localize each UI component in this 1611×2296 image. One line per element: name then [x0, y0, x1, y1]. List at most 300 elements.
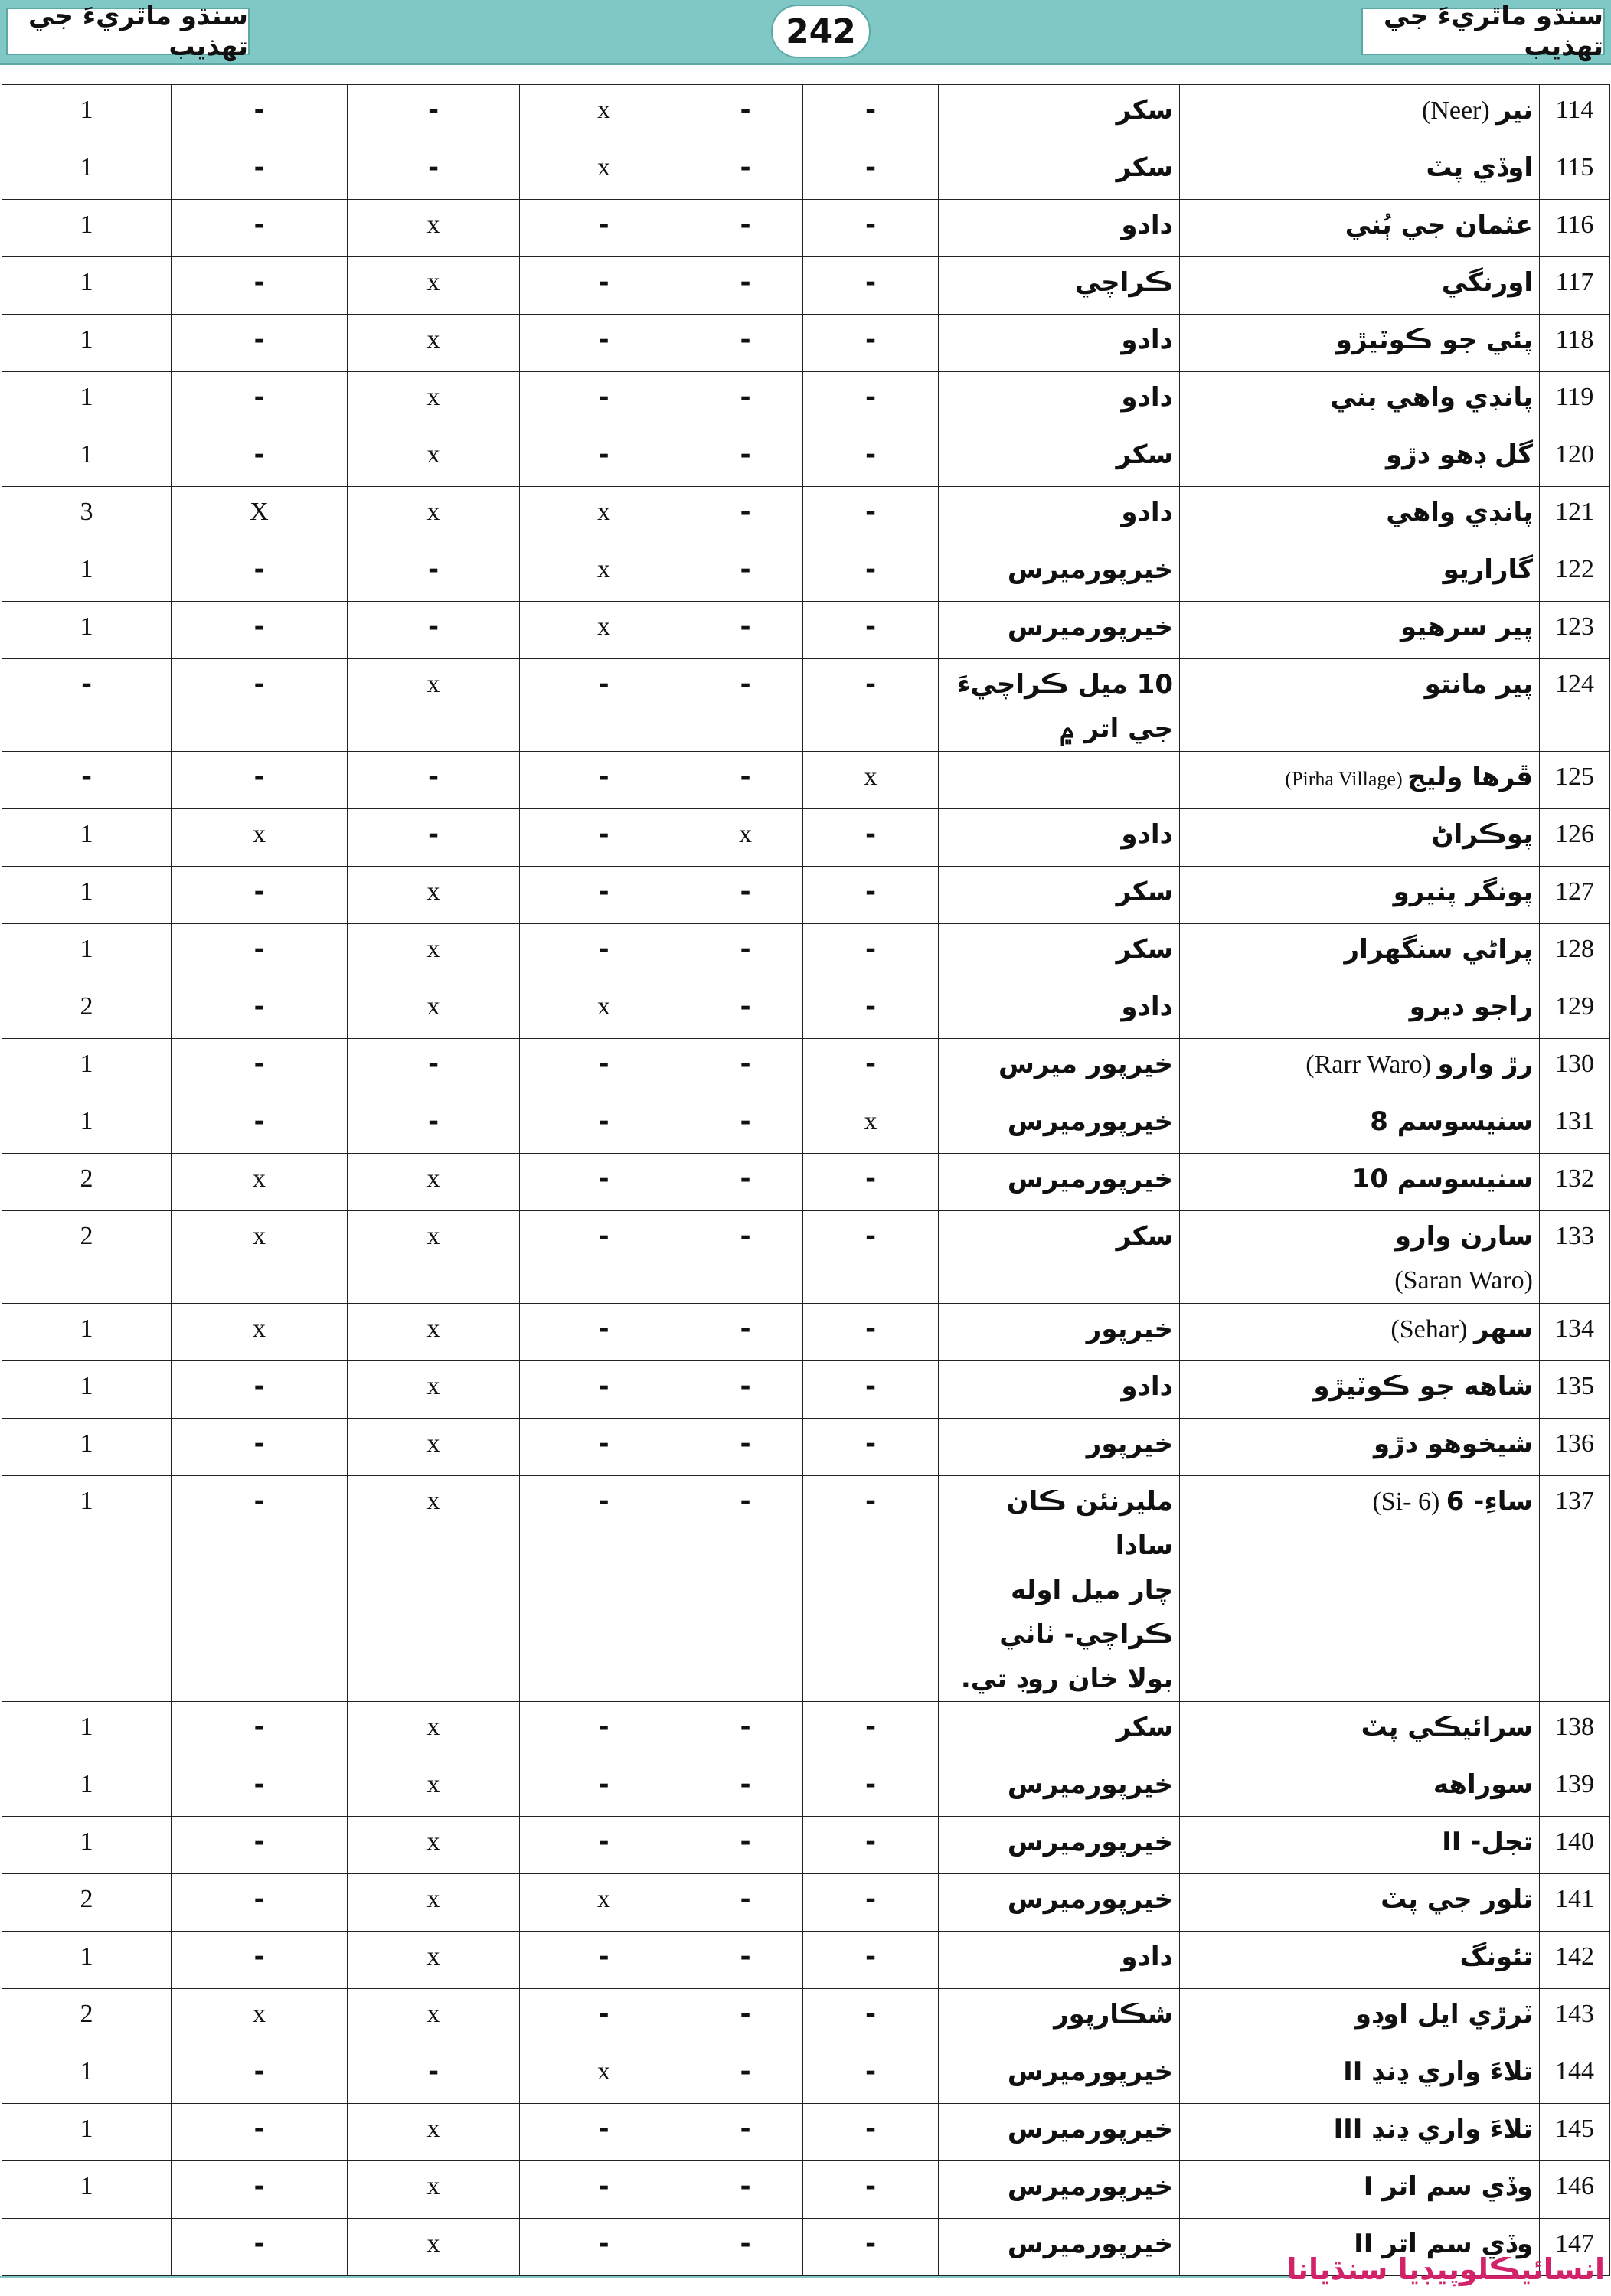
period-marker-cell: x: [520, 2046, 688, 2104]
period-marker-cell: x: [520, 602, 688, 659]
period-marker-cell: -: [688, 1759, 803, 1817]
row-number-cell: 140: [1540, 1817, 1610, 1874]
period-marker-cell: x: [348, 981, 520, 1039]
period-marker-cell: -: [688, 1154, 803, 1211]
location-line: دادو: [1121, 1371, 1173, 1402]
total-cell: 1: [2, 1702, 172, 1759]
site-name-cell: [1180, 1817, 1540, 1874]
period-marker-cell: -: [172, 257, 348, 315]
period-marker-cell: x: [348, 1817, 520, 1874]
location-cell: [939, 1476, 1180, 1702]
period-marker-cell: -: [520, 200, 688, 257]
period-marker-cell: -: [688, 867, 803, 924]
period-marker-cell: -: [688, 1096, 803, 1154]
period-marker-cell: -: [688, 752, 803, 809]
location-cell: [939, 487, 1180, 544]
period-marker-cell: x: [348, 1361, 520, 1419]
site-name: عثمان جي ٻُني: [1345, 210, 1533, 240]
row-number-cell: 133: [1540, 1211, 1610, 1304]
table-row: [2, 1759, 1610, 1817]
period-marker-cell: x: [348, 1419, 520, 1476]
total-cell: 1: [2, 2161, 172, 2219]
period-marker-cell: -: [172, 85, 348, 142]
period-marker-cell: -: [172, 429, 348, 487]
site-name: پير مانتو: [1424, 669, 1533, 700]
table-row: [2, 142, 1610, 200]
location-line: خيرپورميرس: [1007, 612, 1173, 642]
site-name: سرائيڪي پٽ: [1361, 1712, 1533, 1742]
table-row: [2, 2046, 1610, 2104]
period-marker-cell: -: [520, 1476, 688, 1702]
row-number-cell: 144: [1540, 2046, 1610, 2104]
row-number-cell: 137: [1540, 1476, 1610, 1702]
site-name-cell: [1180, 1304, 1540, 1361]
row-number-cell: 114: [1540, 85, 1610, 142]
row-number-cell: 127: [1540, 867, 1610, 924]
period-marker-cell: x: [348, 315, 520, 372]
period-marker-cell: -: [688, 257, 803, 315]
location-cell: [939, 809, 1180, 867]
location-line: خيرپورميرس: [1007, 2171, 1173, 2202]
period-marker-cell: -: [172, 867, 348, 924]
period-marker-cell: x: [520, 487, 688, 544]
period-marker-cell: -: [172, 1476, 348, 1702]
period-marker-cell: -: [520, 809, 688, 867]
period-marker-cell: -: [520, 372, 688, 429]
row-number-cell: 115: [1540, 142, 1610, 200]
footer-encyclopedia-title: انسائيڪلوپيڊيا سنڌيانا: [1286, 2252, 1605, 2286]
table-row: [2, 544, 1610, 602]
location-cell: [939, 1154, 1180, 1211]
period-marker-cell: -: [520, 1989, 688, 2046]
location-line: خيرپورميرس: [1007, 1769, 1173, 1800]
site-name-cell: [1180, 1419, 1540, 1476]
period-marker-cell: -: [688, 659, 803, 752]
location-cell: [939, 1361, 1180, 1419]
location-cell: [939, 544, 1180, 602]
location-line: دادو: [1121, 1942, 1173, 1972]
period-marker-cell: -: [803, 2046, 939, 2104]
period-marker-cell: -: [803, 602, 939, 659]
period-marker-cell: -: [688, 544, 803, 602]
period-marker-cell: -: [688, 200, 803, 257]
period-marker-cell: -: [348, 1096, 520, 1154]
location-line: دادو: [1121, 991, 1173, 1022]
period-marker-cell: -: [520, 659, 688, 752]
total-cell: 1: [2, 924, 172, 981]
period-marker-cell: x: [172, 1304, 348, 1361]
period-marker-cell: x: [348, 2219, 520, 2276]
table-row: [2, 1817, 1610, 1874]
table-row: [2, 429, 1610, 487]
site-name: تجل- II: [1442, 1827, 1533, 1857]
period-marker-cell: -: [172, 2219, 348, 2276]
row-number-cell: 118: [1540, 315, 1610, 372]
total-cell: 1: [2, 1759, 172, 1817]
total-cell: 1: [2, 85, 172, 142]
period-marker-cell: x: [520, 85, 688, 142]
row-number-cell: 147: [1540, 2219, 1610, 2276]
period-marker-cell: -: [520, 1817, 688, 1874]
site-name-cell: [1180, 315, 1540, 372]
total-cell: 1: [2, 257, 172, 315]
table-row: [2, 809, 1610, 867]
period-marker-cell: -: [803, 315, 939, 372]
site-name: سنيسوسم 8: [1370, 1106, 1533, 1137]
site-name: ٽرڙي ايل اوڊو: [1354, 1999, 1533, 2030]
site-name: سهر: [1473, 1314, 1533, 1344]
location-line: سکر: [1116, 877, 1173, 907]
period-marker-cell: -: [688, 142, 803, 200]
location-line: خيرپورميرس: [1007, 1884, 1173, 1915]
location-cell: [939, 1932, 1180, 1989]
row-number-cell: 135: [1540, 1361, 1610, 1419]
location-cell: [939, 924, 1180, 981]
period-marker-cell: -: [803, 372, 939, 429]
period-marker-cell: -: [172, 1419, 348, 1476]
table-row: [2, 487, 1610, 544]
location-cell: [939, 2104, 1180, 2161]
site-name-cell: [1180, 429, 1540, 487]
period-marker-cell: -: [803, 200, 939, 257]
period-marker-cell: -: [803, 1476, 939, 1702]
period-marker-cell: x: [348, 429, 520, 487]
total-cell: 3: [2, 487, 172, 544]
site-name-cell: [1180, 752, 1540, 809]
period-marker-cell: -: [520, 1361, 688, 1419]
total-cell: 1: [2, 1476, 172, 1702]
site-name-cell: [1180, 2046, 1540, 2104]
location-line: سکر: [1116, 934, 1173, 965]
total-cell: 1: [2, 1932, 172, 1989]
total-cell: 1: [2, 142, 172, 200]
total-cell: 1: [2, 1304, 172, 1361]
period-marker-cell: -: [803, 924, 939, 981]
site-name-latin: (Rarr Waro): [1305, 1050, 1438, 1079]
period-marker-cell: -: [348, 1039, 520, 1096]
period-marker-cell: -: [172, 2104, 348, 2161]
period-marker-cell: -: [520, 867, 688, 924]
period-marker-cell: x: [688, 809, 803, 867]
table-row: [2, 659, 1610, 752]
site-name-latin: (Pirha Village): [1285, 768, 1408, 790]
period-marker-cell: -: [520, 2104, 688, 2161]
total-cell: 1: [2, 1419, 172, 1476]
site-name: تلور جي پٽ: [1381, 1884, 1533, 1915]
header-divider: [0, 63, 1611, 65]
period-marker-cell: -: [688, 2104, 803, 2161]
table-row: [2, 200, 1610, 257]
location-line: دادو: [1121, 210, 1173, 240]
table-row: [2, 372, 1610, 429]
period-marker-cell: -: [803, 867, 939, 924]
row-number-cell: 121: [1540, 487, 1610, 544]
site-name-cell: [1180, 1989, 1540, 2046]
period-marker-cell: -: [520, 752, 688, 809]
header-title-left: سنڌو ماٿريءَ جي تهذيب: [6, 8, 250, 55]
period-marker-cell: -: [803, 2161, 939, 2219]
site-name: پوڪراڻ: [1431, 819, 1533, 850]
site-name: پير سرهيو: [1400, 612, 1533, 642]
period-marker-cell: x: [348, 1304, 520, 1361]
location-line: سکر: [1116, 439, 1173, 470]
period-marker-cell: -: [803, 1211, 939, 1304]
period-marker-cell: x: [172, 1154, 348, 1211]
total-cell: 1: [2, 2104, 172, 2161]
site-name: راجو ديرو: [1409, 991, 1533, 1022]
site-name: شيخوهو دڙو: [1373, 1429, 1533, 1459]
site-name-cell: [1180, 487, 1540, 544]
footer-divider: [0, 2276, 1302, 2278]
site-name-cell: [1180, 1361, 1540, 1419]
period-marker-cell: -: [520, 1419, 688, 1476]
period-marker-cell: -: [688, 1039, 803, 1096]
row-number-cell: 116: [1540, 200, 1610, 257]
period-marker-cell: -: [520, 1039, 688, 1096]
site-name: اوڏي پٽ: [1426, 152, 1533, 183]
period-marker-cell: -: [803, 809, 939, 867]
location-line: خيرپورميرس: [1007, 1827, 1173, 1857]
period-marker-cell: -: [688, 2161, 803, 2219]
table-row: [2, 867, 1610, 924]
period-marker-cell: -: [803, 257, 939, 315]
location-cell: [939, 200, 1180, 257]
period-marker-cell: -: [348, 752, 520, 809]
site-name-cell: [1180, 1039, 1540, 1096]
location-cell: [939, 602, 1180, 659]
site-name-latin: (Si- 6): [1372, 1488, 1446, 1516]
table-row: [2, 602, 1610, 659]
table-row: [2, 1702, 1610, 1759]
location-cell: [939, 1419, 1180, 1476]
location-line: خيرپورميرس: [1007, 2229, 1173, 2259]
site-name: وڏي سم اتر I: [1363, 2171, 1533, 2202]
period-marker-cell: -: [803, 1874, 939, 1932]
site-name-cell: [1180, 1096, 1540, 1154]
location-cell: [939, 1211, 1180, 1304]
period-marker-cell: -: [172, 2161, 348, 2219]
period-marker-cell: -: [688, 1419, 803, 1476]
period-marker-cell: -: [688, 315, 803, 372]
location-cell: [939, 1039, 1180, 1096]
total-cell: 1: [2, 1096, 172, 1154]
period-marker-cell: -: [688, 1817, 803, 1874]
location-line: دادو: [1121, 325, 1173, 355]
table-row: [2, 1476, 1610, 1702]
total-cell: [2, 2219, 172, 2276]
site-name-cell: [1180, 200, 1540, 257]
period-marker-cell: -: [688, 1361, 803, 1419]
location-cell: [939, 752, 1180, 809]
location-line: دادو: [1121, 819, 1173, 850]
site-name-cell: [1180, 1154, 1540, 1211]
table-row: [2, 1361, 1610, 1419]
period-marker-cell: -: [688, 2046, 803, 2104]
period-marker-cell: -: [803, 85, 939, 142]
location-line: خيرپورميرس: [1007, 1106, 1173, 1137]
table-row: [2, 85, 1610, 142]
table-row: [2, 1989, 1610, 2046]
site-name: ساءِ- 6: [1446, 1486, 1533, 1517]
period-marker-cell: -: [172, 1817, 348, 1874]
site-name: تئونگ: [1459, 1942, 1533, 1972]
row-number-cell: 143: [1540, 1989, 1610, 2046]
row-number-cell: 125: [1540, 752, 1610, 809]
period-marker-cell: -: [688, 1211, 803, 1304]
period-marker-cell: -: [520, 924, 688, 981]
period-marker-cell: -: [803, 2219, 939, 2276]
period-marker-cell: -: [688, 85, 803, 142]
period-marker-cell: -: [520, 429, 688, 487]
header-title-right: سنڌو ماٿريءَ جي تهذيب: [1361, 8, 1605, 55]
location-line: ڪراچي: [1074, 267, 1173, 298]
period-marker-cell: x: [348, 2104, 520, 2161]
site-name-cell: [1180, 809, 1540, 867]
period-marker-cell: -: [688, 1476, 803, 1702]
period-marker-cell: -: [520, 2161, 688, 2219]
table-row: [2, 1932, 1610, 1989]
site-name-cell: [1180, 1702, 1540, 1759]
total-cell: 1: [2, 1361, 172, 1419]
period-marker-cell: x: [348, 257, 520, 315]
row-number-cell: 120: [1540, 429, 1610, 487]
location-cell: [939, 1989, 1180, 2046]
period-marker-cell: -: [688, 372, 803, 429]
period-marker-cell: -: [172, 1874, 348, 1932]
table-row: [2, 1096, 1610, 1154]
table-row: [2, 2161, 1610, 2219]
total-cell: 1: [2, 1039, 172, 1096]
location-cell: [939, 2219, 1180, 2276]
location-line: خيرپورميرس: [1007, 1164, 1173, 1194]
site-name-cell: [1180, 257, 1540, 315]
location-cell: [939, 372, 1180, 429]
location-line: دادو: [1121, 382, 1173, 413]
total-cell: 1: [2, 315, 172, 372]
table-row: [2, 981, 1610, 1039]
row-number-cell: 145: [1540, 2104, 1610, 2161]
period-marker-cell: -: [172, 1702, 348, 1759]
period-marker-cell: -: [688, 981, 803, 1039]
period-marker-cell: -: [803, 142, 939, 200]
period-marker-cell: x: [348, 2161, 520, 2219]
period-marker-cell: -: [520, 1211, 688, 1304]
period-marker-cell: x: [348, 1211, 520, 1304]
total-cell: 1: [2, 200, 172, 257]
location-line: خيرپور: [1086, 1314, 1173, 1344]
site-name: تلاءَ واري ڍنڍ III: [1333, 2114, 1533, 2144]
total-cell: 2: [2, 1874, 172, 1932]
period-marker-cell: -: [688, 1989, 803, 2046]
period-marker-cell: -: [688, 487, 803, 544]
period-marker-cell: -: [520, 1702, 688, 1759]
period-marker-cell: x: [520, 142, 688, 200]
site-name: تلاءَ واري ڍنڍ II: [1343, 2056, 1533, 2087]
period-marker-cell: -: [688, 1702, 803, 1759]
site-name: پئي جو ڪوٽيڙو: [1335, 325, 1533, 355]
row-number-cell: 131: [1540, 1096, 1610, 1154]
row-number-cell: 136: [1540, 1419, 1610, 1476]
period-marker-cell: -: [803, 429, 939, 487]
table-row: [2, 257, 1610, 315]
period-marker-cell: -: [172, 1096, 348, 1154]
site-name: رڙ وارو: [1437, 1049, 1533, 1079]
period-marker-cell: -: [520, 1759, 688, 1817]
location-cell: [939, 1874, 1180, 1932]
site-name-cell: [1180, 142, 1540, 200]
location-line: شڪارپور: [1054, 1999, 1173, 2030]
site-name: گل ڊهو دڙو: [1386, 439, 1533, 470]
period-marker-cell: x: [348, 659, 520, 752]
period-marker-cell: -: [803, 1154, 939, 1211]
period-marker-cell: x: [348, 867, 520, 924]
table-row: [2, 1154, 1610, 1211]
total-cell: -: [2, 659, 172, 752]
period-marker-cell: -: [520, 257, 688, 315]
period-marker-cell: -: [520, 1096, 688, 1154]
period-marker-cell: -: [688, 429, 803, 487]
period-marker-cell: -: [348, 85, 520, 142]
period-marker-cell: -: [172, 659, 348, 752]
period-marker-cell: -: [803, 487, 939, 544]
period-marker-cell: X: [172, 487, 348, 544]
total-cell: 1: [2, 602, 172, 659]
period-marker-cell: -: [803, 1361, 939, 1419]
period-marker-cell: -: [520, 1154, 688, 1211]
site-name-cell: [1180, 867, 1540, 924]
site-name: اورنگي: [1441, 267, 1533, 298]
period-marker-cell: -: [172, 1039, 348, 1096]
total-cell: 2: [2, 981, 172, 1039]
row-number-cell: 119: [1540, 372, 1610, 429]
period-marker-cell: -: [803, 981, 939, 1039]
site-name: سارن وارو: [1394, 1221, 1533, 1252]
row-number-cell: 117: [1540, 257, 1610, 315]
site-name-cell: [1180, 1211, 1540, 1304]
site-name-cell: [1180, 1476, 1540, 1702]
period-marker-cell: -: [348, 544, 520, 602]
period-marker-cell: -: [172, 981, 348, 1039]
period-marker-cell: -: [520, 1932, 688, 1989]
period-marker-cell: -: [803, 1702, 939, 1759]
location-cell: [939, 85, 1180, 142]
location-cell: [939, 257, 1180, 315]
total-cell: 1: [2, 429, 172, 487]
table-row: [2, 315, 1610, 372]
period-marker-cell: x: [348, 200, 520, 257]
location-cell: [939, 1304, 1180, 1361]
location-line: چار ميل اوله: [1011, 1575, 1173, 1605]
table-body: [2, 85, 1610, 2276]
period-marker-cell: -: [172, 544, 348, 602]
period-marker-cell: -: [803, 1419, 939, 1476]
period-marker-cell: -: [348, 602, 520, 659]
site-name-cell: [1180, 602, 1540, 659]
total-cell: 1: [2, 2046, 172, 2104]
period-marker-cell: -: [688, 2219, 803, 2276]
period-marker-cell: x: [348, 1874, 520, 1932]
location-line: سکر: [1116, 1221, 1173, 1252]
row-number-cell: 139: [1540, 1759, 1610, 1817]
table-row: [2, 1874, 1610, 1932]
row-number-cell: 124: [1540, 659, 1610, 752]
location-cell: [939, 867, 1180, 924]
site-name-cell: [1180, 924, 1540, 981]
site-name-cell: [1180, 2161, 1540, 2219]
period-marker-cell: -: [520, 315, 688, 372]
table-row: [2, 924, 1610, 981]
site-name-cell: [1180, 85, 1540, 142]
